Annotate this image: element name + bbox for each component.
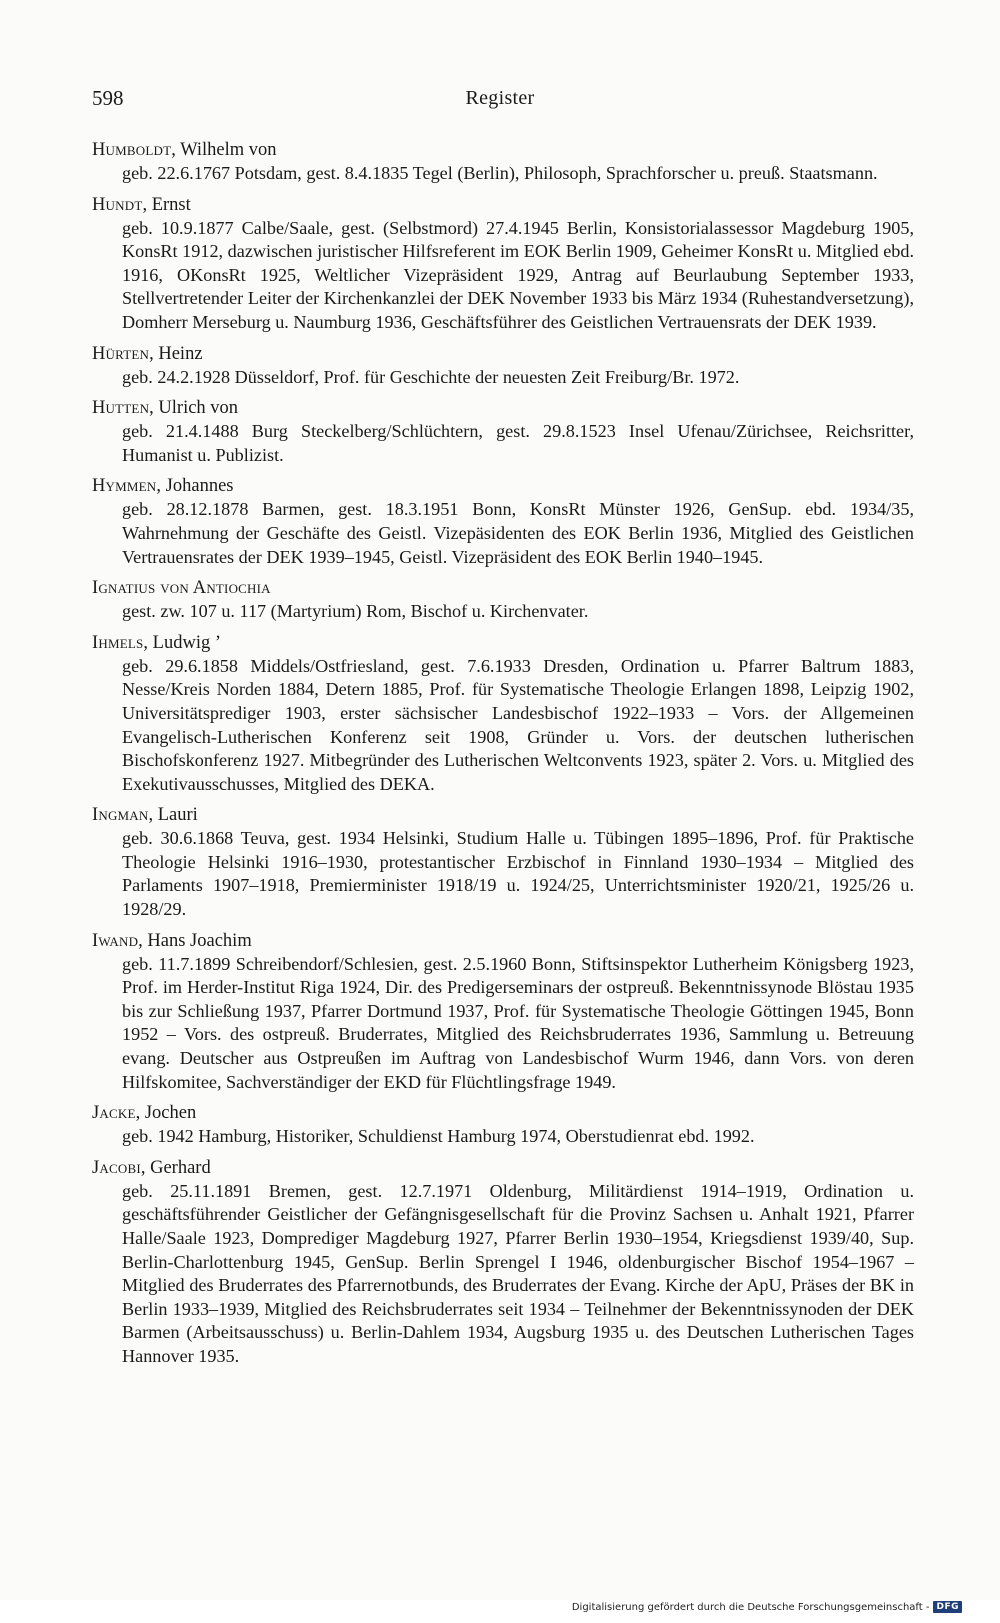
entry-heading <box>92 1156 914 1180</box>
entry-biography: geb. 21.4.1488 Burg Steckelberg/Schlüchtern, gest. 29.8.1523 Insel Ufenau/Zürichsee, Reichsritter, Humanist u. Publizist. <box>122 421 914 465</box>
entry-heading <box>92 929 914 953</box>
entry-heading <box>92 138 914 162</box>
register-entry <box>92 631 914 797</box>
entry-biography: geb. 25.11.1891 Bremen, gest. 12.7.1971 Oldenburg, Militärdienst 1914–1919, Ordination u. geschäftsführender Geistlicher der Gefängnisgesellschaft für die Provinz Sachsen u. Anhalt 1921, Pfarrer Halle/Saale 1923, Domprediger Magdeburg 1927, Pfarrer Berlin 1930–1954, Kriegsdienst 1939/40, Sup. Berlin-Charlottenburg 1945, GenSup. Berlin Sprengel I 1946, oldenburgischer Bischof 1954–1967 – Mitglied des Bruderrates des Pfarrernotbunds, des Bruderrates der Evang. Kirche der ApU, Präses der BK in Berlin 1933–1939, Mitglied des Reichsbruderrates seit 1934 – Teilnehmer der Bekenntnissynoden der DEK Barmen (Arbeitsausschuss) u. Berlin-Dahlem 1934, Augsburg 1935 u. des Deutschen Lutherischen Tages Hannover 1935. <box>122 1180 914 1366</box>
entry-biography: geb. 1942 Hamburg, Historiker, Schuldienst Hamburg 1974, Oberstudienrat ebd. 1992. <box>122 1126 755 1147</box>
entry-surname: Hymmen <box>92 476 157 497</box>
register-entry <box>92 1101 914 1149</box>
entry-biography: geb. 10.9.1877 Calbe/Saale, gest. (Selbstmord) 27.4.1945 Berlin, Konsistorialassessor Magdeburg 1905, KonsRt 1912, dazwischen juristischer Hilfsreferent im EOK Berlin 1909, Geheimer KonsRt u. Mitglied ebd. 1916, OKonsRt 1925, Weltlicher Vizepräsident 1929, Antrag auf Beurlaubung September 1933, Stellvertretender Leiter der Kirchenkanzlei der DEK November 1933 bis März 1934 (Ruhestandversetzung), Domherr Merseburg u. Naumburg 1936, Geschäftsführer des Geistlichen Vertrauensrats der DEK 1939. <box>122 217 914 332</box>
entry-surname: Iwand <box>92 930 139 951</box>
entry-given-name: , Ernst <box>142 194 191 215</box>
entry-given-name: , Lauri <box>148 805 198 826</box>
entry-biography: geb. 22.6.1767 Potsdam, gest. 8.4.1835 Tegel (Berlin), Philosoph, Sprachforscher u. preuß. Staatsmann. <box>122 163 878 183</box>
entry-heading <box>92 631 914 655</box>
dfg-logo: DFG <box>933 1601 962 1613</box>
entry-surname: Jacke <box>92 1103 136 1124</box>
entry-heading <box>92 396 914 420</box>
entry-surname: Ingman <box>92 805 149 826</box>
entry-given-name: , Ludwig ’ <box>143 632 222 653</box>
entry-heading <box>92 474 914 498</box>
entry-surname: Jacobi <box>92 1157 141 1178</box>
entry-surname: Hutten <box>92 398 150 419</box>
entry-biography: geb. 28.12.1878 Barmen, gest. 18.3.1951 Bonn, KonsRt Münster 1926, GenSup. ebd. 1934/35, Wahrnehmung der Geschäfte des Geistl. Vizepäsidenten des EOK Berlin 1936, Mitglied des Geistlichen Vertrauensrates der DEK 1939–1945, Geistl. Vizepräsident des EOK Berlin 1940–1945. <box>122 499 914 567</box>
page-number: 598 <box>92 86 124 110</box>
entry-biography: geb. 24.2.1928 Düsseldorf, Prof. für Geschichte der neuesten Zeit Freiburg/Br. 1972. <box>122 366 740 387</box>
entry-surname: Ignatius von Antiochia <box>92 578 271 599</box>
entry-given-name: , Johannes <box>156 476 234 497</box>
entry-heading <box>92 576 914 600</box>
register-entry <box>92 1156 914 1369</box>
register-entry <box>92 474 914 569</box>
entry-given-name: , Gerhard <box>140 1157 211 1178</box>
entry-heading <box>92 342 914 366</box>
entry-given-name: , Ulrich von <box>149 398 239 419</box>
entry-given-name: , Hans Joachim <box>138 930 252 951</box>
entry-biography: geb. 29.6.1858 Middels/Ostfriesland, gest. 7.6.1933 Dresden, Ordination u. Pfarrer Baltrum 1883, Nesse/Kreis Norden 1884, Detern 1885, Prof. für Systematische Theologie Erlangen 1898, Leipzig 1902, Universitätsprediger 1903, erster sächsischer Landesbischof 1922–1933 – Vors. der Allgemeinen Evangelisch-Lutherischen Konferenz seit 1908, Gründer u. Vors. der deutschen lutherischen Bischofskonferenz 1927. Mitbegründer des Lutherischen Weltconvents 1923, später 2. Vors. u. Mitglied des Exekutivausschusses, Mitglied des DEKA. <box>122 655 914 794</box>
register-entry <box>92 342 914 390</box>
register-entry <box>92 193 914 335</box>
entry-biography: geb. 11.7.1899 Schreibendorf/Schlesien, gest. 2.5.1960 Bonn, Stiftsinspektor Lutherheim Königsberg 1923, Prof. im Herder-Institut Riga 1924, Dir. des Predigerseminars der ostpreuß. Bekenntnissynode Blöstau 1935 bis zur Schließung 1937, Pfarrer Dortmund 1937, Prof. für Systematische Theologie Göttingen 1945, Bonn 1952 – Vors. des ostpreuß. Bruderrates, Mitglied des Reichsbruderrates 1936, Sammlung u. Betreuung evang. Deutscher aus Ostpreußen im Auftrag von Landesbischof Wurm 1946, dann Vors. von deren Hilfskomitee, Sachverständiger der EKD für Flüchtlingsfrage 1949. <box>122 953 914 1092</box>
running-header: Register <box>465 87 535 109</box>
entry-surname: Hundt <box>92 194 143 215</box>
entry-surname: Ihmels <box>92 632 144 653</box>
entry-given-name: , Jochen <box>135 1103 197 1124</box>
register-entry <box>92 576 914 624</box>
entry-biography: gest. zw. 107 u. 117 (Martyrium) Rom, Bischof u. Kirchenvater. <box>122 601 589 622</box>
register-entry <box>92 929 914 1095</box>
register-entry <box>92 138 914 186</box>
entry-heading <box>92 803 914 827</box>
digitization-footer <box>572 1601 962 1613</box>
entry-heading <box>92 1101 914 1125</box>
entry-given-name: , Heinz <box>149 343 203 364</box>
entry-heading <box>92 193 914 217</box>
footer-text: Digitalisierung gefördert durch die Deutsche Forschungsgemeinschaft - <box>571 1601 930 1613</box>
entry-given-name: , Wilhelm von <box>171 140 277 160</box>
entry-biography: geb. 30.6.1868 Teuva, gest. 1934 Helsinki, Studium Halle u. Tübingen 1895–1896, Prof. für Praktische Theologie Helsinki 1916–1930, protestantischer Erzbischof in Finnland 1930–1934 – Mitglied des Parlaments 1907–1918, Premierminister 1918/19 u. 1924/25, Unterrichtsminister 1920/21, 1925/26 u. 1928/29. <box>122 828 914 920</box>
register-entries <box>92 138 914 1376</box>
register-entry <box>92 396 914 467</box>
register-entry <box>92 803 914 921</box>
entry-surname: Hürten <box>92 343 150 364</box>
entry-surname: Humboldt <box>92 140 172 160</box>
